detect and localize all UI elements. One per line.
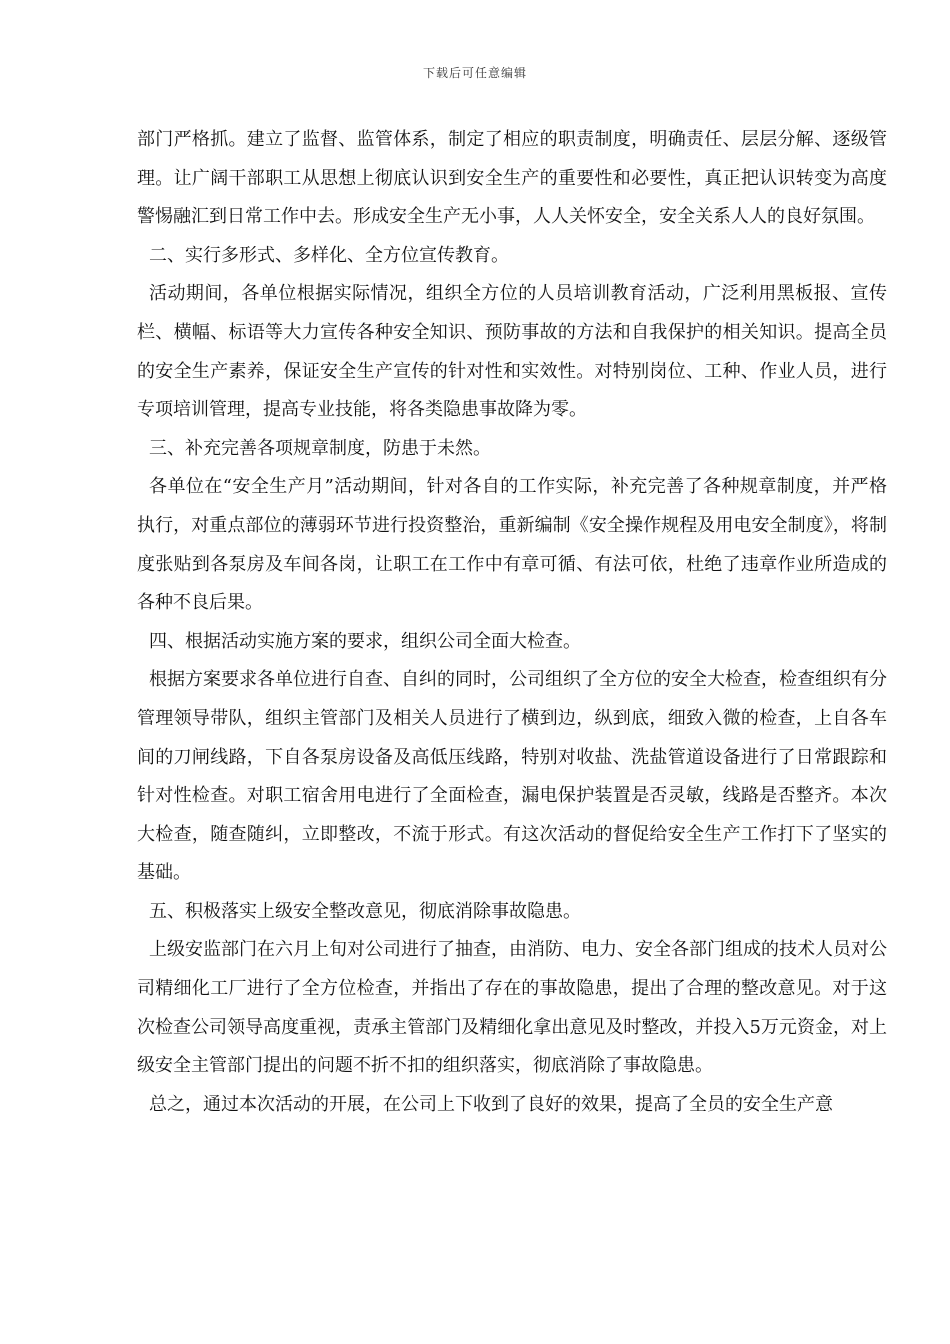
section-heading: 四、根据活动实施方案的要求，组织公司全面大检查。	[149, 630, 581, 652]
paragraph: 总之，通过本次活动的开展，在公司上下收到了良好的效果，提高了全员的安全生产意	[149, 1093, 833, 1115]
paragraph: 上级安监部门在六月上旬对公司进行了抽查，由消防、电力、安全各部门组成的技术人员对公司精细化工厂进行了全方位检查，并指出了存在的事故隐患，提出了合理的整改意见。对于这次检查公司领导高度重视，责承主管部门及精细化拿出意见及时整改，并投入5万元资金，对上级安全主管部门提出的问题不折不扣的组织落实，彻底消除了事故隐患。	[137, 939, 887, 1077]
paragraph: 部门严格抓。建立了监督、监管体系，制定了相应的职责制度，明确责任、层层分解、逐级管理。让广阔干部职工从思想上彻底认识到安全生产的重要性和必要性，真正把认识转变为高度警惕融汇到日常工作中去。形成安全生产无小事，人人关怀安全，安全关系人人的良好氛围。	[137, 129, 887, 228]
paragraph: 各单位在“安全生产月”活动期间，针对各自的工作实际，补充完善了各种规章制度，并严格执行，对重点部位的薄弱环节进行投资整治，重新编制《安全操作规程及用电安全制度》，将制度张贴到各泵房及车间各岗，让职工在工作中有章可循、有法可依，杜绝了违章作业所造成的各种不良后果。	[137, 476, 887, 614]
paragraph: 根据方案要求各单位进行自查、自纠的同时，公司组织了全方位的安全大检查，检查组织有分管理领导带队，组织主管部门及相关人员进行了横到边，纵到底，细致入微的检查，上自各车间的刀闸线路，下自各泵房设备及高低压线路，特别对收盐、洗盐管道设备进行了日常跟踪和针对性检查。对职工宿舍用电进行了全面检查，漏电保护装置是否灵敏，线路是否整齐。本次大检查，随查随纠，立即整改，不流于形式。有这次活动的督促给安全生产工作打下了坚实的基础。	[137, 669, 887, 884]
header-note: 下载后可任意编辑	[422, 66, 527, 80]
section-heading: 二、实行多形式、多样化、全方位宣传教育。	[149, 244, 509, 266]
paragraph: 活动期间，各单位根据实际情况，组织全方位的人员培训教育活动，广泛利用黑板报、宣传栏、横幅、标语等大力宣传各种安全知识、预防事故的方法和自我保护的相关知识。提高全员的安全生产素养，保证安全生产宣传的针对性和实效性。对特别岗位、工种、作业人员，进行专项培训管理，提高专业技能，将各类隐患事故降为零。	[137, 283, 887, 421]
section-heading: 三、补充完善各项规章制度，防患于未然。	[149, 437, 491, 459]
document-body	[137, 121, 887, 1124]
section-heading: 五、积极落实上级安全整改意见，彻底消除事故隐患。	[149, 900, 581, 922]
